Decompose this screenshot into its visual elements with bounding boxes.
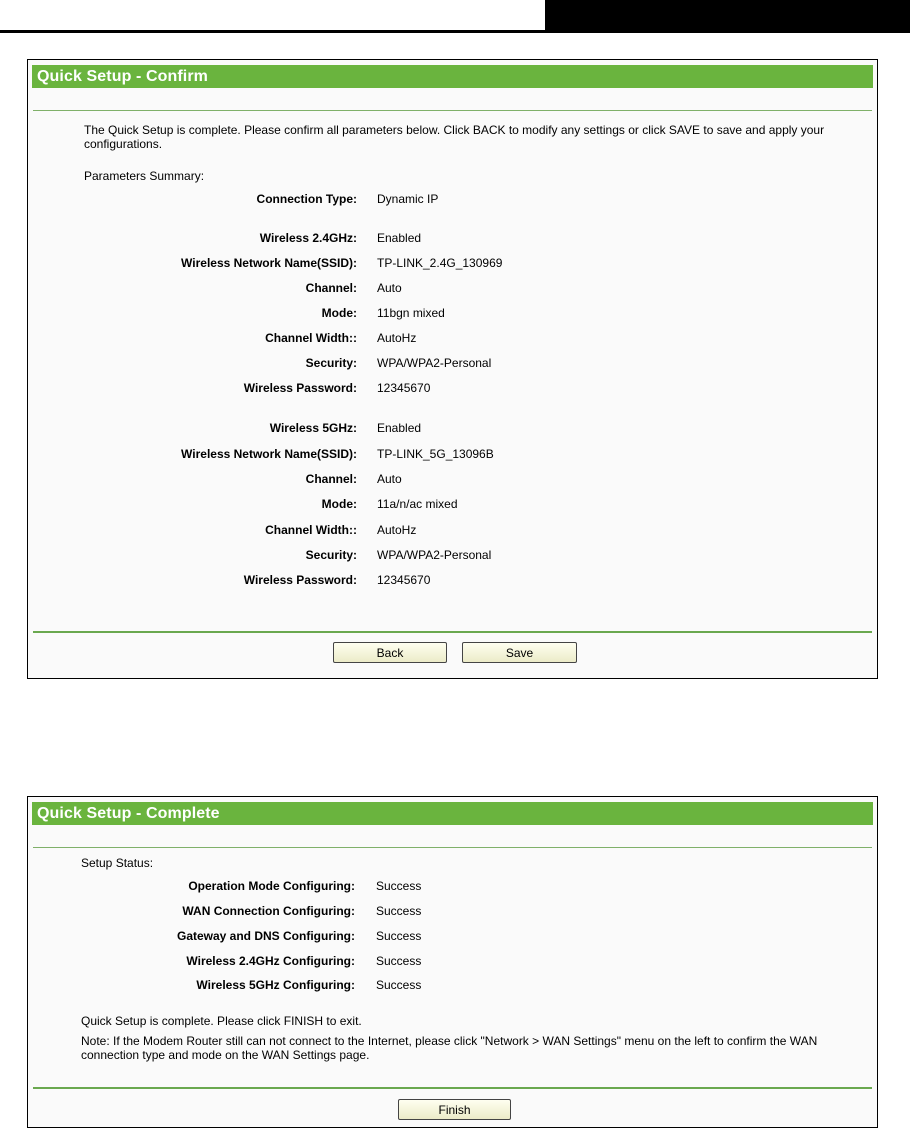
param-row <box>28 281 877 297</box>
status-value: Success <box>376 978 422 992</box>
param-label: Channel Width:: <box>265 523 357 537</box>
status-label: Operation Mode Configuring: <box>188 879 355 893</box>
param-value: 11a/n/ac mixed <box>377 497 458 511</box>
param-row <box>28 192 877 208</box>
status-label: Wireless 5GHz Configuring: <box>196 978 355 992</box>
confirm-title: Quick Setup - Confirm <box>32 65 873 88</box>
param-row <box>28 573 877 589</box>
param-label: Mode: <box>321 306 357 320</box>
param-value: WPA/WPA2-Personal <box>377 548 492 562</box>
back-button[interactable]: Back <box>333 642 447 663</box>
status-row <box>28 879 877 895</box>
param-row <box>28 523 877 539</box>
param-row <box>28 421 877 437</box>
param-value: 12345670 <box>377 381 431 395</box>
status-row <box>28 978 877 994</box>
confirm-title-divider <box>33 110 872 111</box>
param-value: Auto <box>377 472 402 486</box>
status-label: Wireless 2.4GHz Configuring: <box>186 954 355 968</box>
param-row <box>28 231 877 247</box>
finish-button[interactable]: Finish <box>398 1099 511 1120</box>
status-row <box>28 929 877 945</box>
param-label: Wireless Network Name(SSID): <box>181 256 357 270</box>
param-label: Channel Width:: <box>265 331 357 345</box>
param-label: Wireless Password: <box>243 573 357 587</box>
param-row <box>28 381 877 397</box>
confirm-intro: The Quick Setup is complete. Please confirm all parameters below. Click BACK to modify any settings or click SAVE to save and apply your configurations. <box>84 123 825 151</box>
parameters-summary-label: Parameters Summary: <box>84 169 205 183</box>
status-value: Success <box>376 954 422 968</box>
status-label: Gateway and DNS Configuring: <box>176 929 355 943</box>
param-value: TP-LINK_5G_13096B <box>377 447 494 461</box>
status-row <box>28 954 877 970</box>
complete-title: Quick Setup - Complete <box>32 802 873 825</box>
confirm-footer-divider <box>33 631 872 633</box>
save-button[interactable]: Save <box>462 642 577 663</box>
complete-title-divider <box>33 847 872 848</box>
param-label: Wireless Network Name(SSID): <box>181 447 357 461</box>
param-label: Channel: <box>305 281 357 295</box>
param-row <box>28 306 877 322</box>
finish-instruction: Quick Setup is complete. Please click FINISH to exit. <box>81 1014 362 1028</box>
status-value: Success <box>376 929 422 943</box>
param-row <box>28 356 877 372</box>
param-value: 11bgn mixed <box>377 306 445 320</box>
complete-panel <box>27 796 878 1128</box>
param-value: TP-LINK_2.4G_130969 <box>377 256 503 270</box>
status-row <box>28 904 877 920</box>
param-value: 12345670 <box>377 573 431 587</box>
param-row <box>28 447 877 463</box>
param-value: Dynamic IP <box>377 192 439 206</box>
header-block <box>545 0 910 33</box>
status-label: WAN Connection Configuring: <box>182 904 355 918</box>
param-label: Connection Type: <box>256 192 357 206</box>
param-row <box>28 256 877 272</box>
param-row <box>28 548 877 564</box>
param-row <box>28 331 877 347</box>
param-label: Channel: <box>305 472 357 486</box>
complete-footer-divider <box>33 1087 872 1089</box>
param-row <box>28 472 877 488</box>
param-value: AutoHz <box>377 523 417 537</box>
status-value: Success <box>376 879 422 893</box>
param-label: Wireless 5GHz: <box>269 421 357 435</box>
param-value: Enabled <box>377 231 422 245</box>
param-label: Wireless 2.4GHz: <box>259 231 357 245</box>
param-label: Security: <box>305 548 357 562</box>
param-label: Wireless Password: <box>243 381 357 395</box>
param-value: WPA/WPA2-Personal <box>377 356 492 370</box>
param-label: Mode: <box>321 497 357 511</box>
status-value: Success <box>376 904 422 918</box>
wan-note: Note: If the Modem Router still can not connect to the Internet, please click "Network > WAN Settings" menu on the left to confirm the WAN connection type and mode on the WAN Settings page. <box>81 1034 818 1062</box>
setup-status-label: Setup Status: <box>81 856 154 870</box>
param-value: Auto <box>377 281 402 295</box>
param-label: Security: <box>305 356 357 370</box>
param-row <box>28 497 877 513</box>
param-value: AutoHz <box>377 331 417 345</box>
param-value: Enabled <box>377 421 422 435</box>
header-rule <box>0 30 545 33</box>
confirm-panel <box>27 59 878 679</box>
